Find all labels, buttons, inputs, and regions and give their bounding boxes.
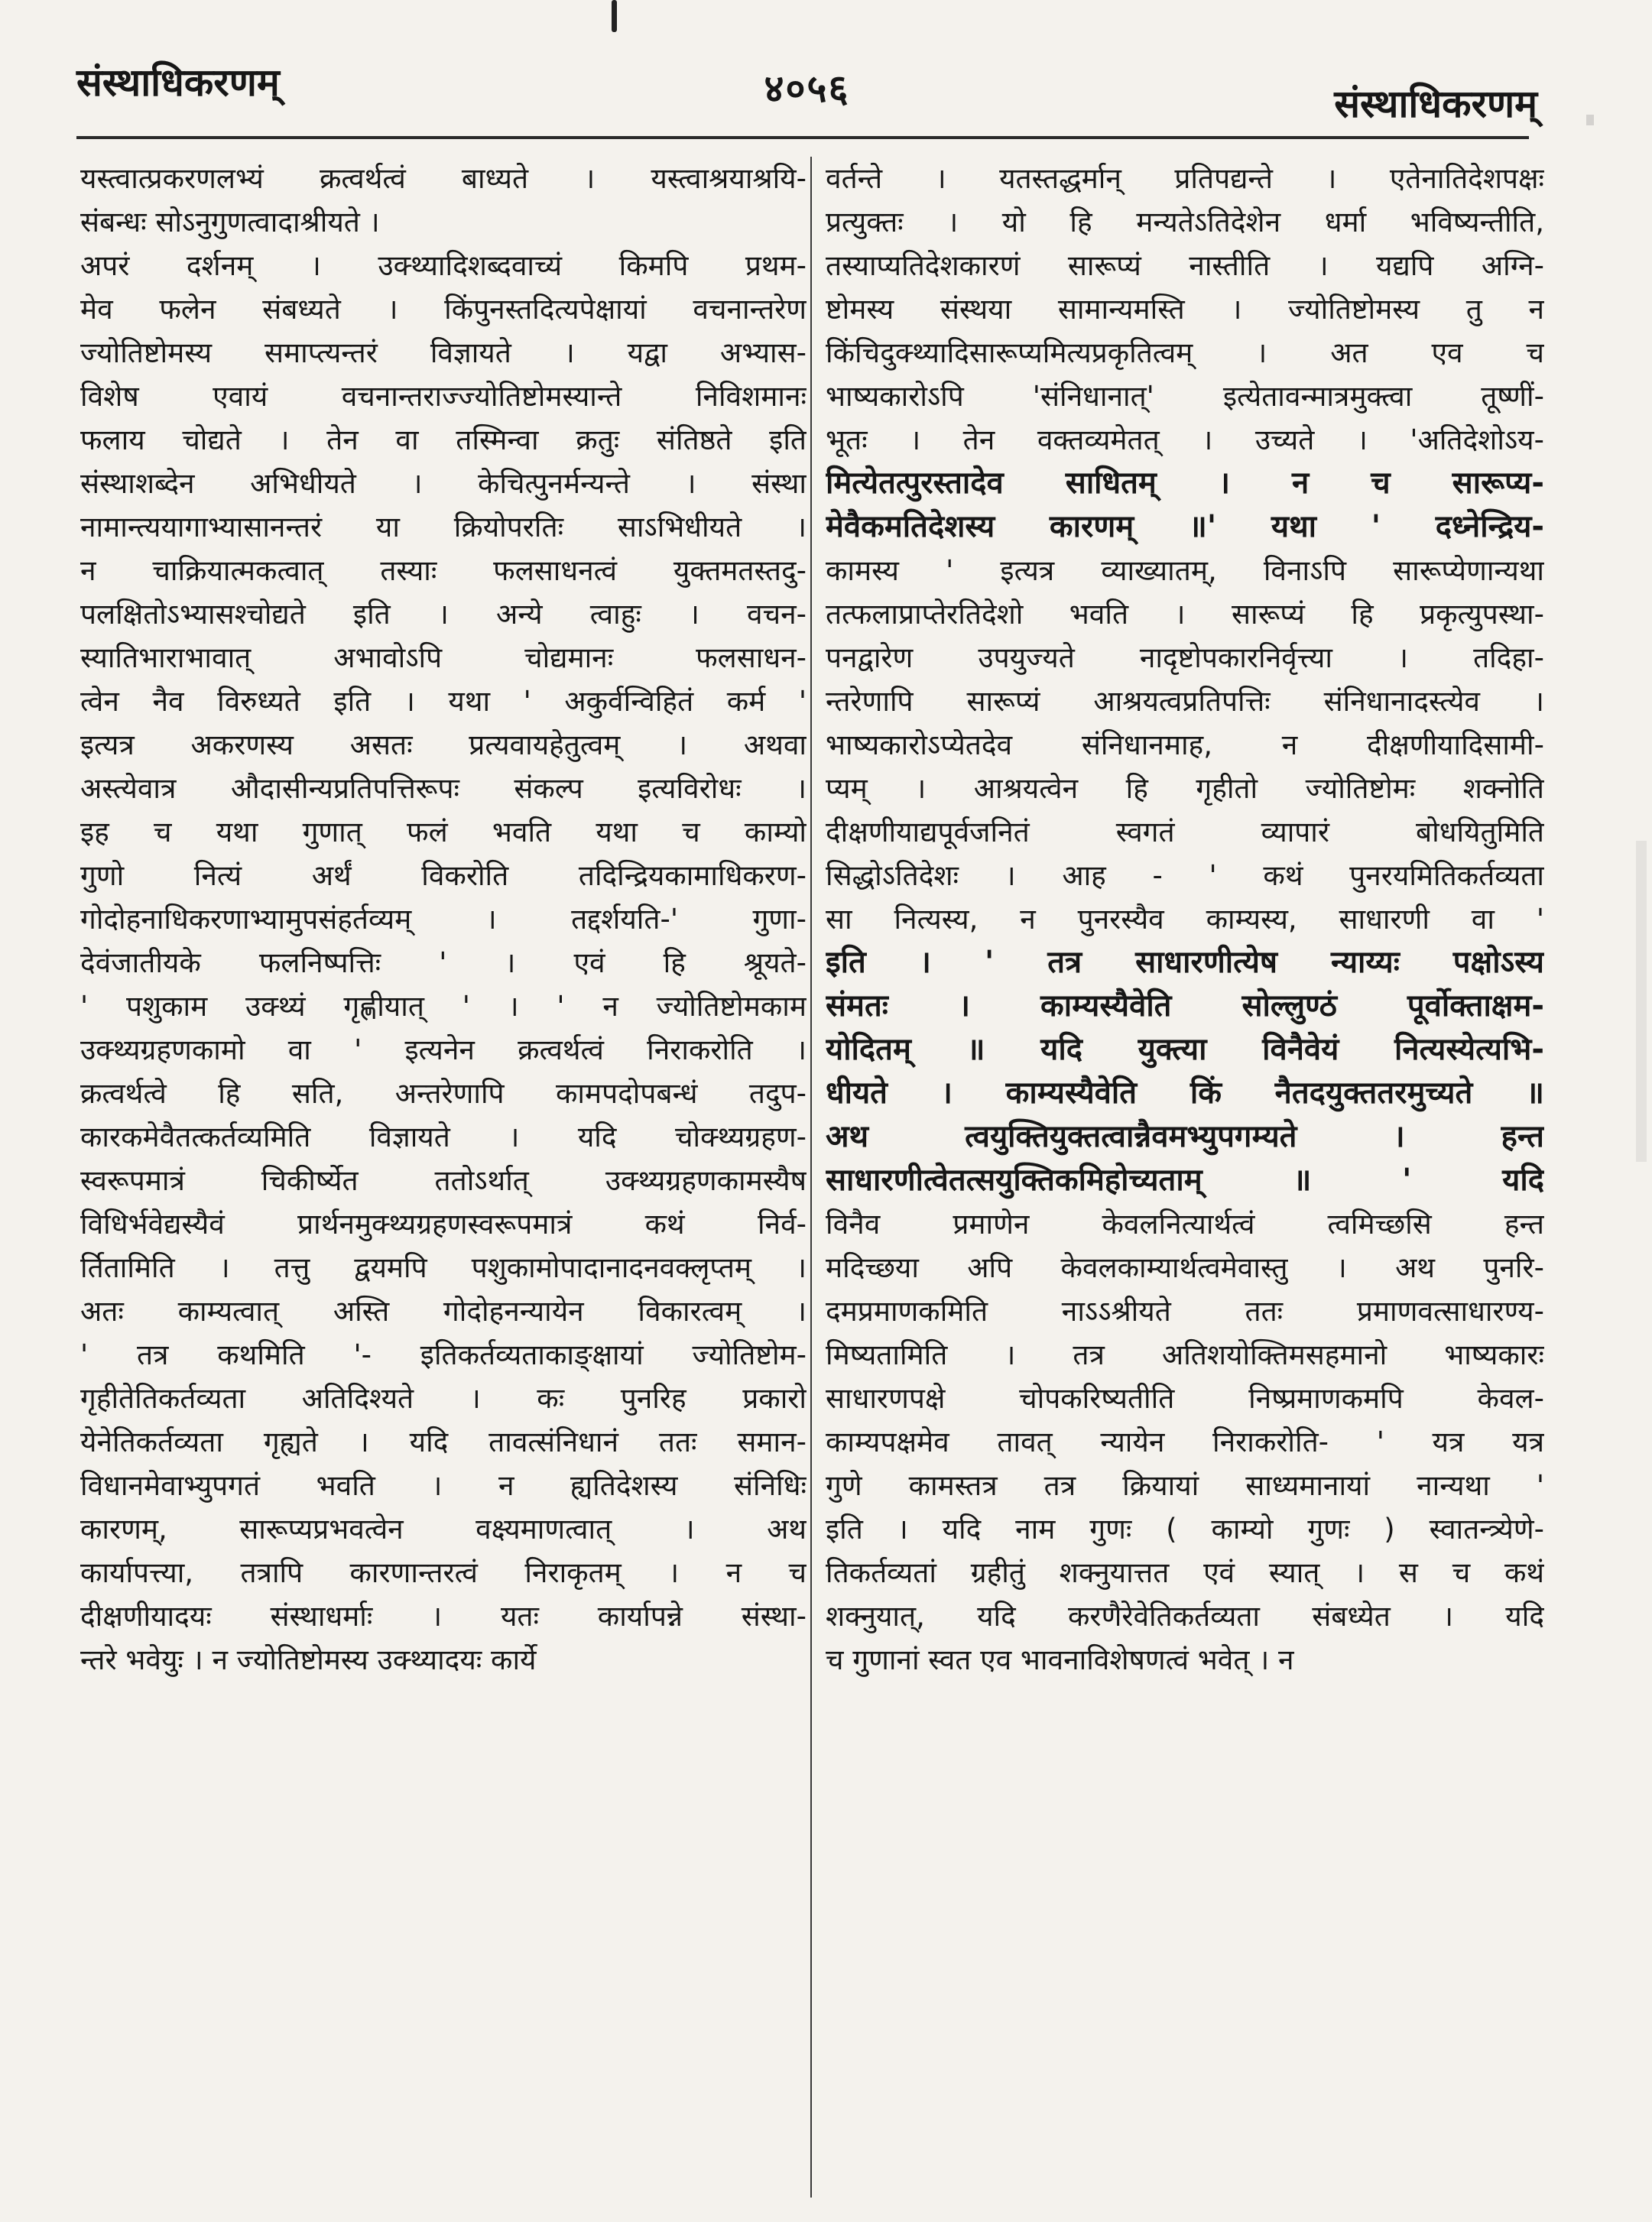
text-line: स्यातिभाराभावात् अभावोऽपि चोद्यमानः फलसाधन- <box>80 641 807 674</box>
text-line: सा नित्यस्य, न पुनरस्यैव काम्यस्य, साधारणी वा ' <box>826 903 1544 936</box>
text-line: मेव फलेन संबध्यते । किंपुनस्तदित्यपेक्षायां वचनान्तरेण <box>80 293 807 326</box>
text-line: क्रत्वर्थत्वे हि सति, अन्तरेणापि कामपदोपबन्धं तदुप- <box>80 1077 807 1110</box>
text-line: फलाय चोद्यते । तेन वा तस्मिन्वा क्रतुः संतिष्ठते इति <box>80 423 807 456</box>
text-line: अपरं दर्शनम् । उक्थ्यादिशब्दवाच्यं किमपि प्रथम- <box>80 249 807 282</box>
text-line: मदिच्छया अपि केवलकाम्यार्थत्वमेवास्तु । अथ पुनरि- <box>826 1251 1544 1284</box>
running-title-left: संस्थाधिकरणम् <box>76 60 280 105</box>
text-line: न चाक्रियात्मकत्वात् तस्याः फलसाधनत्वं युक्तमतस्तदु- <box>80 554 807 587</box>
text-line: संस्थाशब्देन अभिधीयते । केचित्पुनर्मन्यन्ते । संस्था <box>80 467 807 500</box>
scan-edge-noise <box>1636 841 1647 1162</box>
text-line: साधारणीत्वेतत्सयुक्तिकमिहोच्यताम् ॥ ' यदि <box>826 1163 1544 1198</box>
text-line: अथ त्वयुक्तियुक्तत्वान्नैवमभ्युपगम्यते । हन्त <box>826 1119 1544 1154</box>
text-line: अस्त्येवात्र औदासीन्यप्रतिपत्तिरूपः संकल्प इत्यविरोधः । <box>80 772 807 805</box>
top-ink-mark <box>612 0 617 32</box>
text-line: ज्योतिष्टोमस्य समाप्त्यन्तरं विज्ञायते । यद्वा अभ्यास- <box>80 336 807 369</box>
text-line: तिकर्तव्यतां ग्रहीतुं शक्नुयात्तत एवं स्यात् । स च कथं <box>826 1556 1544 1589</box>
text-line: कारणम्, सारूप्यप्रभवत्वेन वक्ष्यमाणत्वात् । अथ <box>80 1513 807 1546</box>
text-line: र्तितामिति । तत्तु द्वयमपि पशुकामोपादानादनवक्लृप्तम् । <box>80 1251 807 1284</box>
text-line: साधारणपक्षे चोपकरिष्यतीति निष्प्रमाणकमपि केवल- <box>826 1382 1544 1415</box>
text-line: गुणो नित्यं अर्थं विकरोति तदिन्द्रियकामाधिकरण- <box>80 859 807 892</box>
column-divider <box>810 157 812 2198</box>
text-line: पलक्षितोऽभ्यासश्चोद्यते इति । अन्ये त्वाहुः । वचन- <box>80 598 807 631</box>
text-line: इति । यदि नाम गुणः ( काम्यो गुणः ) स्वातन्त्र्येणे- <box>826 1513 1544 1546</box>
text-line: इह च यथा गुणात् फलं भवति यथा च काम्यो <box>80 816 807 848</box>
text-line: विशेष एवायं वचनान्तराज्ज्योतिष्टोमस्यान्ते निविशमानः <box>80 380 807 413</box>
text-line: नामान्त्ययागाभ्यासानन्तरं या क्रियोपरतिः साऽभिधीयते । <box>80 511 807 543</box>
running-title-right: संस्थाधिकरणम् <box>1334 82 1537 126</box>
text-line: मित्येतत्पुरस्तादेव साधितम् । न च सारूप्य- <box>826 465 1544 501</box>
text-line: सिद्धोऽतिदेशः । आह - ' कथं पुनरयमितिकर्तव्यता <box>826 859 1544 892</box>
text-line: इति । ' तत्र साधारणीत्येष न्याय्यः पक्षोऽस्य <box>826 945 1544 980</box>
text-line: तत्फलाप्राप्तेरतिदेशो भवति । सारूप्यं हि प्रकृत्युपस्था- <box>826 598 1544 631</box>
text-line: दीक्षणीयादयः संस्थाधर्माः । यतः कार्यापन्ने संस्था- <box>80 1600 807 1633</box>
text-line: योदितम् ॥ यदि युक्त्या विनैवेयं नित्यस्येत्यभि- <box>826 1032 1544 1067</box>
text-line: येनेतिकर्तव्यता गृह्यते । यदि तावत्संनिधानं ततः समान- <box>80 1426 807 1458</box>
text-line: संमतः । काम्यस्यैवेति सोल्लुण्ठं पूर्वोक्ताक्षम- <box>826 988 1544 1023</box>
text-line: प्रत्युक्तः । यो हि मन्यतेऽतिदेशेन धर्मा भविष्यन्तीति, <box>826 206 1544 238</box>
text-line: स्वरूपमात्रं चिकीर्ष्येत ततोऽर्थात् उक्थ्यग्रहणकामस्यैष <box>80 1164 807 1197</box>
text-line: च गुणानां स्वत एव भावनाविशेषणत्वं भवेत् । न <box>826 1643 1294 1676</box>
text-line: पनद्वारेण उपयुज्यते नादृष्टोपकारनिर्वृत्त्या । तदिहा- <box>826 641 1544 674</box>
text-line: वर्तन्ते । यतस्तद्धर्मान् प्रतिपद्यन्ते । एतेनातिदेशपक्षः <box>826 162 1544 195</box>
text-line: दमप्रमाणकमिति नाऽऽश्रीयते ततः प्रमाणवत्साधारण्य- <box>826 1295 1544 1328</box>
text-line: कामस्य ' इत्यत्र व्याख्यातम्, विनाऽपि सारूप्येणान्यथा <box>826 554 1544 587</box>
text-line: विनैव प्रमाणेन केवलनित्यार्थत्वं त्वमिच्छसि हन्त <box>826 1208 1544 1241</box>
text-line: धीयते । काम्यस्यैवेति किं नैतदयुक्ततरमुच्यते ॥ <box>826 1075 1544 1111</box>
right-column <box>826 157 1544 1682</box>
text-line: गृहीतेतिकर्तव्यता अतिदिश्यते । कः पुनरिह प्रकारो <box>80 1382 807 1415</box>
text-line: देवंजातीयके फलनिष्पत्तिः ' । एवं हि श्रूयते- <box>80 946 807 979</box>
text-line: मिष्यतामिति । तत्र अतिशयोक्तिमसहमानो भाष्यकारः <box>826 1338 1544 1371</box>
text-line: कार्यापत्त्या, तत्रापि कारणान्तरत्वं निराकृतम् । न च <box>80 1556 807 1589</box>
text-line: भाष्यकारोऽप्येतदेव संनिधानमाह, न दीक्षणीयादिसामी- <box>826 728 1544 761</box>
text-line: विधानमेवाभ्युपगतं भवति । न ह्यतिदेशस्य संनिधिः <box>80 1469 807 1502</box>
text-line: ' तत्र कथमिति '- इतिकर्तव्यताकाङ्क्षायां ज्योतिष्टोम- <box>80 1338 807 1371</box>
text-line: इत्यत्र अकरणस्य असतः प्रत्यवायहेतुत्वम् । अथवा <box>80 728 807 761</box>
text-line: तस्याप्यतिदेशकारणं सारूप्यं नास्तीति । यद्यपि अग्नि- <box>826 249 1544 282</box>
text-line: किंचिदुक्थ्यादिसारूप्यमित्यप्रकृतित्वम् । अत एव च <box>826 336 1544 369</box>
text-line: दीक्षणीयाद्यपूर्वजनितं स्वगतं व्यापारं बोधयितुमिति <box>826 816 1544 848</box>
page-number: ४०५६ <box>764 66 850 111</box>
text-line: संबन्धः सोऽनुगुणत्वादाश्रीयते । <box>80 206 380 238</box>
text-line: गोदोहनाधिकरणाभ्यामुपसंहर्तव्यम् । तद्दर्शयति-' गुणा- <box>80 903 807 936</box>
left-column <box>80 157 807 1682</box>
text-line: अतः काम्यत्वात् अस्ति गोदोहनन्यायेन विकारत्वम् । <box>80 1295 807 1328</box>
text-line: काम्यपक्षमेव तावत् न्यायेन निराकरोति- ' यत्र यत्र <box>826 1426 1544 1458</box>
text-line: न्तरे भवेयुः । न ज्योतिष्टोमस्य उक्थ्यादयः कार्ये <box>80 1643 537 1676</box>
text-line: ' पशुकाम उक्थ्यं गृह्णीयात् ' । ' न ज्योतिष्टोमकाम <box>80 990 807 1023</box>
header-rule <box>76 136 1529 139</box>
text-line: ष्टोमस्य संस्थया सामान्यमस्ति । ज्योतिष्टोमस्य तु न <box>826 293 1544 326</box>
text-line: न्तरेणापि सारूप्यं आश्रयत्वप्रतिपत्तिः संनिधानादस्त्येव । <box>826 685 1544 718</box>
text-line: शक्नुयात्, यदि करणैरेवेतिकर्तव्यता संबध्येत । यदि <box>826 1600 1544 1633</box>
text-line: गुणे कामस्तत्र तत्र क्रियायां साध्यमानायां नान्यथा ' <box>826 1469 1544 1502</box>
text-line: प्यम् । आश्रयत्वेन हि गृहीतो ज्योतिष्टोमः शक्नोति <box>826 772 1544 805</box>
text-line: यस्त्वात्प्रकरणलभ्यं क्रत्वर्थत्वं बाध्यते । यस्त्वाश्रयाश्रयि- <box>80 162 807 195</box>
text-line: कारकमेवैतत्कर्तव्यमिति विज्ञायते । यदि चोक्थ्यग्रहण- <box>80 1121 807 1153</box>
text-line: भूतः । तेन वक्तव्यमेतत् । उच्यते । 'अतिदेशोऽय- <box>826 423 1544 456</box>
scan-speck <box>1586 115 1594 125</box>
page-header <box>76 38 1537 126</box>
text-line: विधिर्भवेद्यस्यैवं प्रार्थनमुक्थ्यग्रहणस्वरूपमात्रं कथं निर्व- <box>80 1208 807 1241</box>
text-line: उक्थ्यग्रहणकामो वा ' इत्यनेन क्रत्वर्थत्वं निराकरोति । <box>80 1033 807 1066</box>
text-line: भाष्यकारोऽपि 'संनिधानात्' इत्येतावन्मात्रमुक्त्वा तूष्णीं- <box>826 380 1544 413</box>
text-line: त्वेन नैव विरुध्यते इति । यथा ' अकुर्वन्विहितं कर्म ' <box>80 685 807 718</box>
text-line: मेवैकमतिदेशस्य कारणम् ॥' यथा ' दध्नेन्द्रिय- <box>826 509 1544 544</box>
